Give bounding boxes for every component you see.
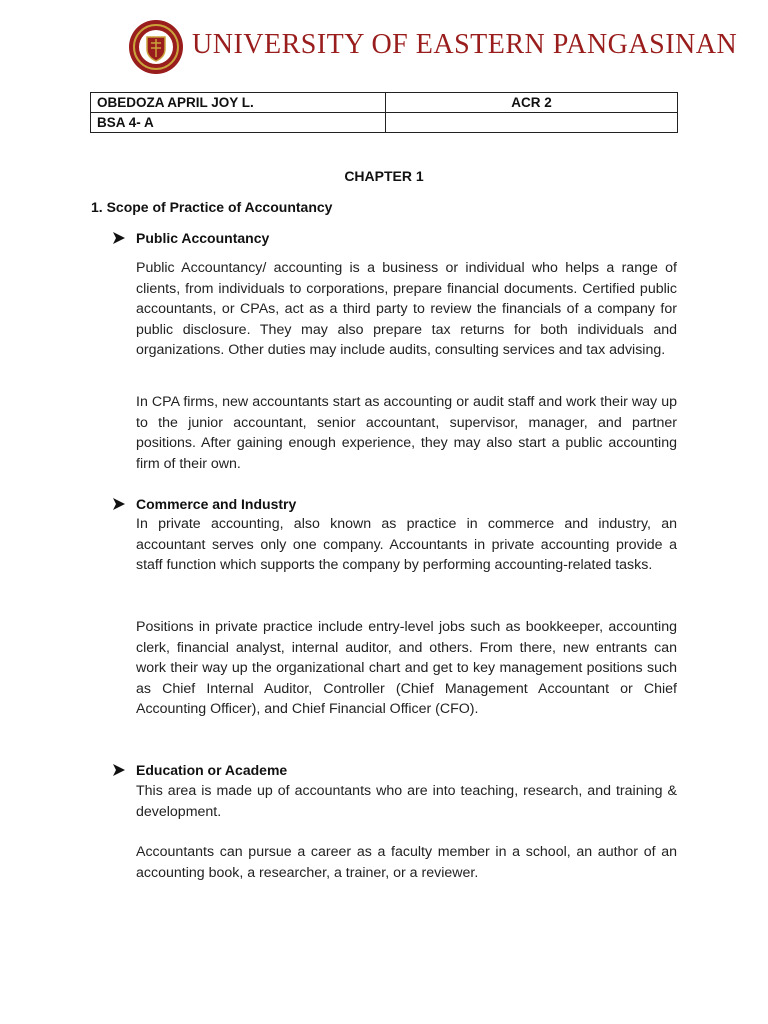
topic-heading-commerce-industry: [112, 496, 296, 512]
topic-heading-education-academe: [112, 762, 287, 778]
section-cell: BSA 4- A: [91, 113, 386, 133]
topic-heading-label: Commerce and Industry: [136, 496, 297, 512]
empty-cell: [386, 113, 678, 133]
arrow-bullet-icon: [112, 497, 126, 511]
topic-heading-public-accountancy: [112, 230, 269, 246]
topic-heading-label: Public Accountancy: [136, 230, 270, 246]
paragraph: Accountants can pursue a career as a faculty member in a school, an author of an accounting book, a researcher, a trainer, or a reviewer.: [136, 844, 677, 881]
section-title: 1. Scope of Practice of Accountancy: [91, 199, 333, 215]
paragraph: In CPA firms, new accountants start as accounting or audit staff and work their way up to the junior accountant, senior accountant, supervisor, manager, and partner positions. After gaining enough experience, they may also start a public accounting firm of their own.: [136, 394, 677, 472]
topic-heading-label: Education or Academe: [136, 762, 288, 778]
paragraph: In private accounting, also known as practice in commerce and industry, an accountant serves only one company. Accountants in private accounting provide a staff function which supports the company by performing accounting-related tasks.: [136, 516, 677, 574]
paragraph: Public Accountancy/ accounting is a business or individual who helps a range of clients, from individuals to corporations, prepare financial documents. Certified public accountants, or CPAs, act as a third party to review the financials of a company for public disclosure. They may also prepare tax returns for both individuals and organizations. Other duties may include audits, consulting services and tax advising.: [136, 260, 677, 359]
university-name: UNIVERSITY OF EASTERN PANGASINAN: [192, 29, 738, 60]
table-row: [91, 93, 678, 113]
student-name-cell: OBEDOZA APRIL JOY L.: [91, 93, 386, 113]
chapter-heading: CHAPTER 1: [344, 168, 424, 184]
university-header: [128, 19, 738, 75]
arrow-bullet-icon: [112, 763, 126, 777]
student-info-table: [90, 92, 678, 133]
university-seal-logo: [128, 19, 184, 75]
activity-cell: ACR 2: [386, 93, 678, 113]
table-row: [91, 113, 678, 133]
paragraph: Positions in private practice include entry-level jobs such as bookkeeper, accounting clerk, financial analyst, internal auditor, and others. From there, new entrants can work their way up the organizational chart and get to key management positions such as Chief Internal Auditor, Controller (Chief Management Accountant or Chief Accounting Officer), and Chief Financial Officer (CFO).: [136, 619, 677, 718]
paragraph: This area is made up of accountants who are into teaching, research, and training & development.: [136, 783, 677, 820]
arrow-bullet-icon: [112, 231, 126, 245]
